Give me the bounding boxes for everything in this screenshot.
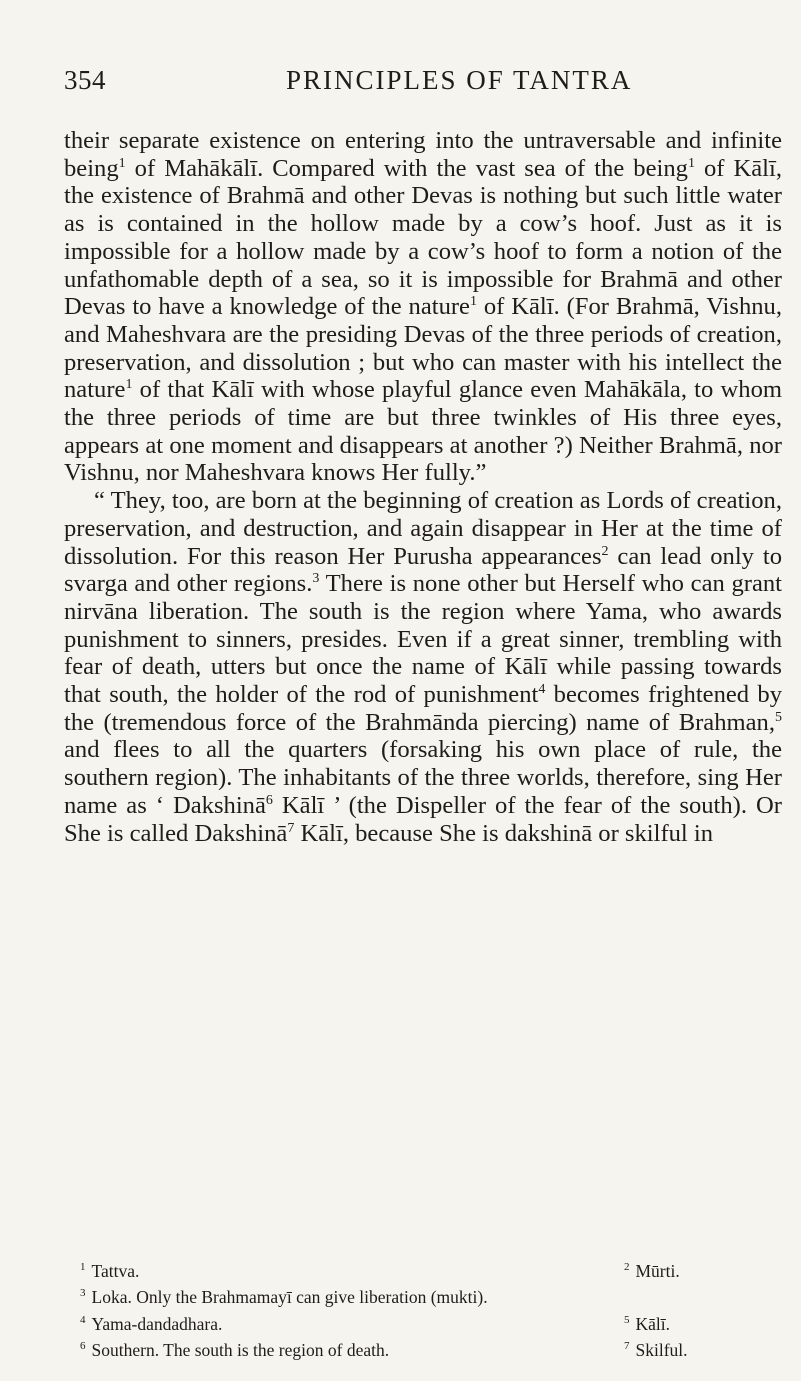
footnote-6 bbox=[80, 1335, 389, 1361]
text-run: Kālī ’ (the Dispeller of the fear of the south). Or She is called Dakshinā bbox=[64, 791, 782, 847]
footnotes bbox=[80, 1256, 780, 1362]
footnote-number: 1 bbox=[80, 1261, 86, 1273]
text-run: can lead only to svarga and other regions. bbox=[64, 542, 782, 598]
footnote-text: Mūrti. bbox=[635, 1260, 680, 1281]
footnote-ref: 6 bbox=[265, 792, 273, 808]
footnote-2 bbox=[624, 1256, 780, 1282]
text-run: becomes frightened by the (tremendous force of the Brahmānda piercing) name of Brahman, bbox=[64, 681, 782, 736]
footnote-row bbox=[80, 1335, 780, 1361]
footnote-ref: 1 bbox=[469, 294, 477, 310]
footnote-text: Tattva. bbox=[91, 1260, 140, 1281]
footnote-row bbox=[80, 1282, 780, 1308]
footnote-ref: 5 bbox=[775, 709, 782, 725]
footnote-number: 7 bbox=[624, 1340, 630, 1353]
footnote-text: Southern. The south is the region of death. bbox=[91, 1340, 390, 1361]
paragraph-2 bbox=[64, 487, 782, 847]
footnote-row bbox=[80, 1309, 780, 1335]
footnote-3 bbox=[80, 1282, 780, 1308]
footnote-text: Yama-dandadhara. bbox=[91, 1313, 223, 1334]
footnote-text: Kālī. bbox=[635, 1313, 671, 1334]
footnote-4 bbox=[80, 1309, 222, 1335]
text-run: their separate existence on entering into the untraversable and infinite being bbox=[64, 127, 782, 182]
paragraph-1 bbox=[64, 127, 782, 487]
text-run: of that Kālī with whose playful glance even Mahākāla, to whom the three periods of time are but three twinkles of His three eyes, appears at one moment and disappears at another ?) Neither Brahmā, nor Vishnu, nor Maheshvara knows Her fully.” bbox=[64, 376, 782, 487]
footnote-text: Skilful. bbox=[635, 1340, 688, 1361]
footnote-1 bbox=[80, 1256, 139, 1282]
body-text bbox=[64, 127, 782, 847]
footnote-number: 5 bbox=[624, 1313, 630, 1326]
footnote-row bbox=[80, 1256, 780, 1282]
text-run: of Mahākālī. Compared with the vast sea of the being bbox=[125, 154, 688, 182]
running-head: PRINCIPLES OF TANTRA bbox=[286, 65, 633, 95]
footnote-7 bbox=[624, 1335, 780, 1361]
text-run: Kālī, because She is dakshinā or skilful in bbox=[294, 819, 714, 847]
footnote-number: 6 bbox=[80, 1340, 86, 1353]
text-run: “ They, too, are born at the beginning of creation as Lords of creation, preservation, and destruction, and again disappear in Her at the time of dissolution. For this reason Her Purusha appearances bbox=[64, 487, 782, 570]
text-run: of Kālī, the existence of Brahmā and other Devas is nothing but such little water as is contained in the hollow made by a cow’s hoof. Just as it is impossible for a hollow made by a cow’s hoof to form a notion of the unfathomable depth of a sea, so it is impossible for Brahmā and other Devas to have a knowledge of the nature bbox=[64, 154, 782, 321]
footnote-ref: 2 bbox=[601, 543, 609, 559]
footnote-number: 2 bbox=[624, 1261, 630, 1273]
text-run: of Kālī. (For Brahmā, Vishnu, and Maheshvara are the presiding Devas of the three periods of creation, preservation, and dissolution ; but who can master with his intellect the nature bbox=[64, 293, 782, 404]
page-header bbox=[64, 65, 764, 105]
footnote-ref: 1 bbox=[687, 155, 695, 171]
footnote-number: 4 bbox=[80, 1313, 86, 1326]
footnote-ref: 4 bbox=[538, 681, 546, 697]
footnote-ref: 1 bbox=[125, 377, 133, 393]
text-run: and flees to all the quarters (forsaking his own place of rule, the southern region). The inhabitants of the three worlds, therefore, sing Her name as ‘ Dakshinā bbox=[64, 736, 782, 819]
text-run: There is none other but Herself who can grant nirvāna liberation. The south is the region where Yama, who awards punishment to sinners, presides. Even if a great sinner, trembling with fear of death, utters but once the name of Kālī while passing towards that south, the holder of the rod of punishment bbox=[64, 570, 783, 709]
footnote-5 bbox=[624, 1309, 780, 1335]
footnote-ref: 3 bbox=[312, 571, 320, 587]
footnote-number: 3 bbox=[80, 1287, 86, 1300]
page-number: 354 bbox=[64, 65, 106, 95]
footnote-ref: 1 bbox=[118, 155, 126, 171]
footnote-text: Loka. Only the Brahmamayī can give liberation (mukti). bbox=[91, 1287, 488, 1308]
footnote-ref: 7 bbox=[287, 820, 295, 836]
